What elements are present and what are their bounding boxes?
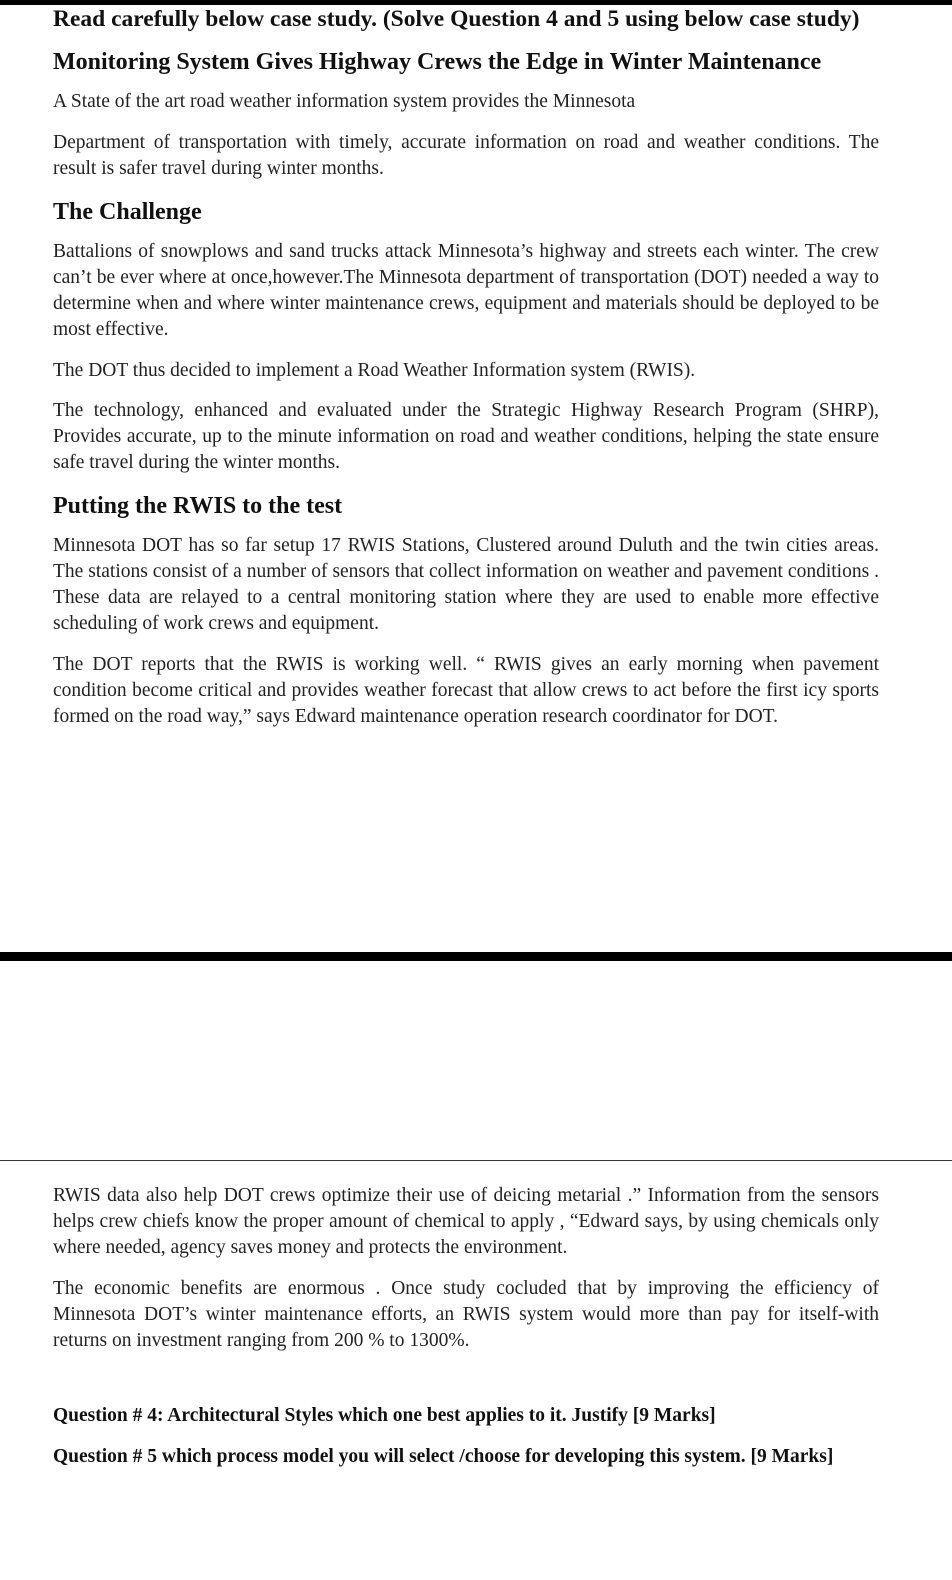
test-paragraph-2: The DOT reports that the RWIS is working well. “ RWIS gives an early morning when pavement condition become critical and provides weather forecast that allow crews to act before the first icy sports formed on the road way,” says Edward maintenance operation research coordinator for DOT. [53,654,879,727]
document-page-1 [53,4,879,745]
test-heading: Putting the RWIS to the test [53,493,343,519]
challenge-heading: The Challenge [53,199,202,225]
opening-paragraph-1: A State of the art road weather information system provides the Minnesota [53,91,636,112]
challenge-paragraph-2: The DOT thus decided to implement a Road Weather Information system (RWIS). [53,360,696,381]
case-study-title: Monitoring System Gives Highway Crews the Edge in Winter Maintenance [53,49,822,75]
question-5: Question # 5 which process model you will select /choose for developing this system. [9 Marks] [53,1446,834,1467]
page-separator [0,952,952,961]
challenge-paragraph-1: Battalions of snowplows and sand trucks attack Minnesota’s highway and streets each winter. The crew can’t be ever where at once,however.The Minnesota department of transportation (DOT) needed a way to determine when and where winter maintenance crews, equipment and materials should be deployed to be most effective. [53,241,879,340]
continued-paragraph-1: RWIS data also help DOT crews optimize their use of deicing metarial .” Information from the sensors helps crew chiefs know the proper amount of chemical to apply , “Edward says, by using chemicals only where needed, agency saves money and protects the environment. [53,1185,879,1258]
document-page-2 [53,1183,879,1485]
question-4: Question # 4: Architectural Styles which one best applies to it. Justify [9 Marks] [53,1405,716,1426]
page-top-rule [0,1160,952,1161]
opening-paragraph-2: Department of transportation with timely, accurate information on road and weather conditions. The result is safer travel during winter months. [53,132,879,179]
spacer [53,1369,879,1403]
continued-paragraph-2: The economic benefits are enormous . Once study cocluded that by improving the efficiency of Minnesota DOT’s winter maintenance efforts, an RWIS system would more than pay for itself-with returns on investment ranging from 200 % to 1300%. [53,1278,879,1351]
challenge-paragraph-3: The technology, enhanced and evaluated under the Strategic Highway Research Program (SHRP), Provides accurate, up to the minute information on road and weather conditions, helping the state ensure safe travel during the winter months. [53,400,879,473]
test-paragraph-1: Minnesota DOT has so far setup 17 RWIS Stations, Clustered around Duluth and the twin cities areas. The stations consist of a number of sensors that collect information on weather and pavement conditions . These data are relayed to a central monitoring station where they are used to enable more effective scheduling of work crews and equipment. [53,535,879,634]
case-study-instruction: Read carefully below case study. (Solve Question 4 and 5 using below case study) [53,6,860,32]
